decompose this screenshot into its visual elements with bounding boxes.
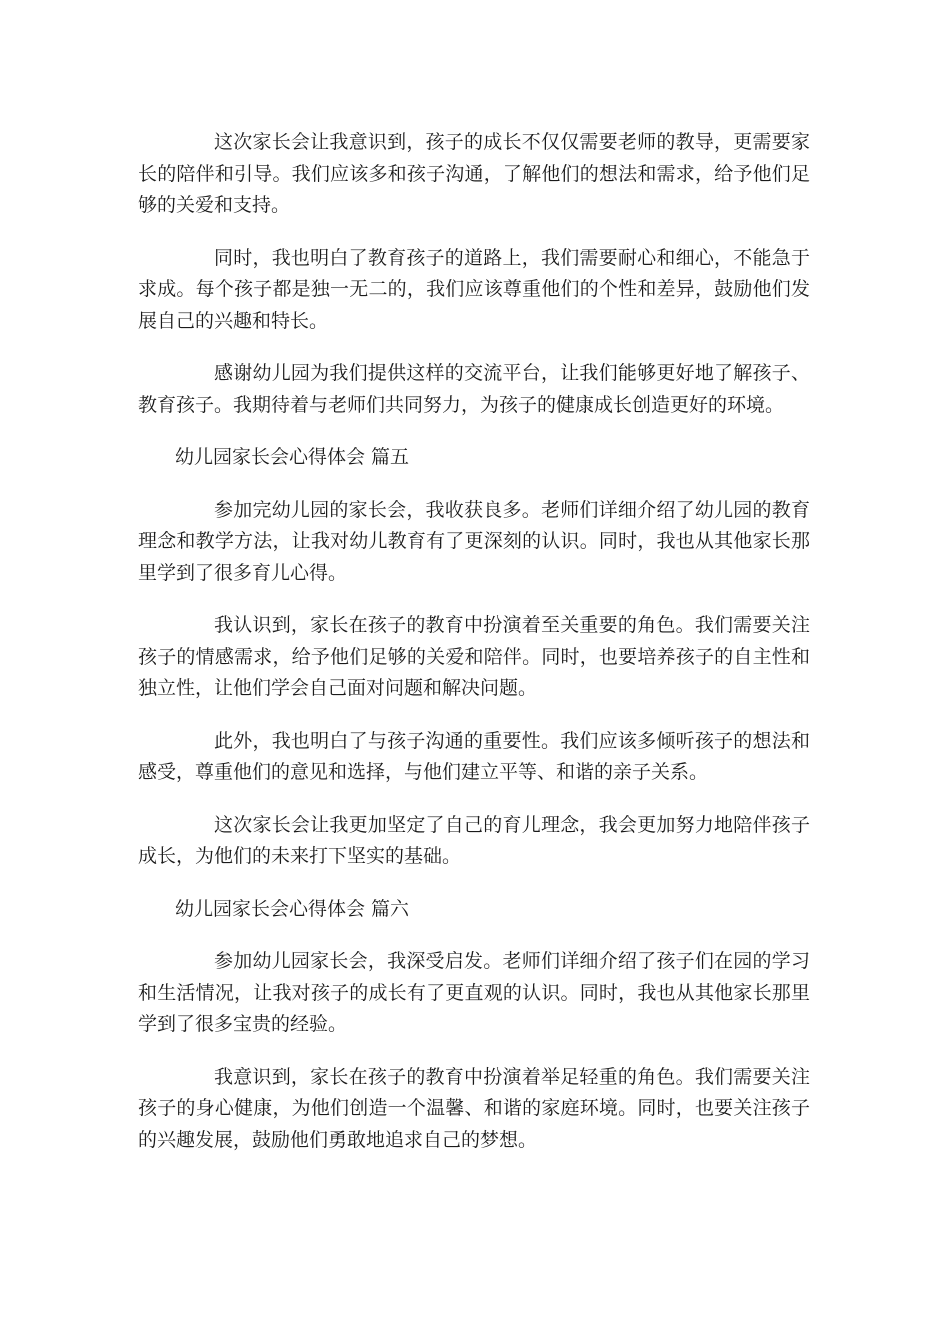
document-page <box>138 127 810 1177</box>
paragraph: 此外，我也明白了与孩子沟通的重要性。我们应该多倾听孩子的想法和感受，尊重他们的意见和选择，与他们建立平等、和谐的亲子关系。 <box>138 729 810 783</box>
paragraph: 参加完幼儿园的家长会，我收获良多。老师们详细介绍了幼儿园的教育理念和教学方法，让我对幼儿教育有了更深刻的认识。同时，我也从其他家长那里学到了很多育儿心得。 <box>138 498 810 584</box>
paragraph: 我认识到，家长在孩子的教育中扮演着至关重要的角色。我们需要关注孩子的情感需求，给予他们足够的关爱和陪伴。同时，也要培养孩子的自主性和独立性，让他们学会自己面对问题和解决问题。 <box>138 614 810 699</box>
paragraph: 同时，我也明白了教育孩子的道路上，我们需要耐心和细心，不能急于求成。每个孩子都是独一无二的，我们应该尊重他们的个性和差异，鼓励他们发展自己的兴趣和特长。 <box>138 246 810 332</box>
paragraph: 我意识到，家长在孩子的教育中扮演着举足轻重的角色。我们需要关注孩子的身心健康，为他们创造一个温馨、和谐的家庭环境。同时，也要关注孩子的兴趣发展，鼓励他们勇敢地追求自己的梦想。 <box>138 1065 810 1151</box>
paragraph: 这次家长会让我更加坚定了自己的育儿理念，我会更加努力地陪伴孩子成长，为他们的未来打下坚实的基础。 <box>138 813 810 867</box>
paragraph: 这次家长会让我意识到，孩子的成长不仅仅需要老师的教导，更需要家长的陪伴和引导。我们应该多和孩子沟通，了解他们的想法和需求，给予他们足够的关爱和支持。 <box>138 131 810 216</box>
paragraph: 感谢幼儿园为我们提供这样的交流平台，让我们能够更好地了解孩子、教育孩子。我期待着与老师们共同努力，为孩子的健康成长创造更好的环境。 <box>138 362 810 416</box>
section-heading: 幼儿园家长会心得体会 篇五 <box>175 446 410 468</box>
paragraph: 参加幼儿园家长会，我深受启发。老师们详细介绍了孩子们在园的学习和生活情况，让我对孩子的成长有了更直观的认识。同时，我也从其他家长那里学到了很多宝贵的经验。 <box>138 950 810 1035</box>
section-heading: 幼儿园家长会心得体会 篇六 <box>175 897 410 920</box>
